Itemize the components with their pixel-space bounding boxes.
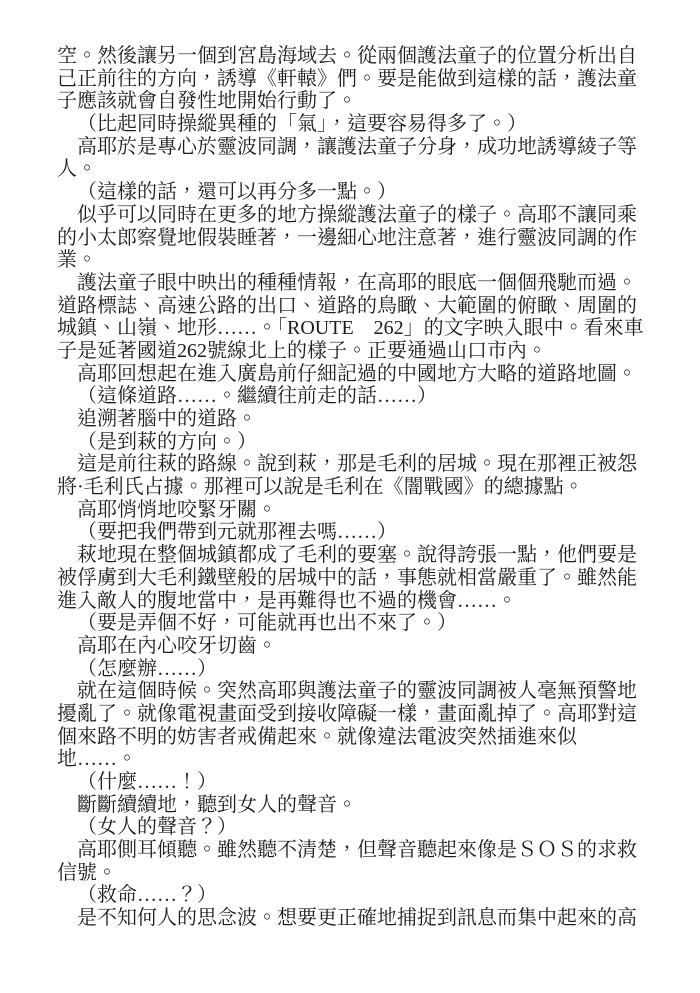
text-line: （女人的聲音？） (77, 816, 237, 839)
text-line: 就在這個時候。突然高耶與護法童子的靈波同調被人毫無預警地 (77, 680, 637, 703)
text-line: 的小太郎察覺地假裝睡著，一邊細心地注意著，進行靈波同調的作 (57, 226, 637, 249)
text-line: 萩地現在整個城鎮都成了毛利的要塞。說得誇張一點，他們要是 (77, 544, 637, 567)
text-line: 子是延著國道262號線北上的樣子。正要通過山口市內。 (57, 339, 547, 362)
text-line: 斷斷續續地，聽到女人的聲音。 (77, 793, 357, 816)
text-line: （是到萩的方向。） (77, 430, 257, 453)
text-line: 是不知何人的思念波。想要更正確地捕捉到訊息而集中起來的高 (77, 907, 637, 930)
text-line: （比起同時操縱異種的「氣」，這要容易得多了。） (77, 113, 527, 136)
text-line: 追溯著腦中的道路。 (77, 408, 257, 430)
text-block (57, 45, 657, 930)
text-line: （怎麼辦……） (77, 657, 217, 680)
text-line: （要把我們帶到元就那裡去嗎……） (77, 521, 397, 544)
text-line: 道路標誌、高速公路的出口、道路的鳥瞰、大範圍的俯瞰、周圍的 (57, 294, 637, 317)
text-line: 高耶在內心咬牙切齒。 (77, 634, 277, 657)
text-line: 己正前往的方向，誘導《軒轅》們。要是能做到這樣的話，護法童 (57, 67, 637, 90)
text-line: 被俘虜到大毛利鐵壁般的居城中的話，事態就相當嚴重了。雖然能 (57, 566, 637, 589)
text-line: 地……。 (57, 748, 137, 771)
text-line: 子應該就會自發性地開始行動了。 (57, 90, 357, 113)
text-line: 城鎮、山嶺、地形……。「ROUTE 262」的文字映入眼中。看來車 (57, 317, 644, 340)
text-line: 這是前往萩的路線。說到萩，那是毛利的居城。現在那裡正被怨 (77, 453, 637, 476)
text-line: 個來路不明的妨害者戒備起來。就像違法電波突然插進來似 (57, 725, 577, 748)
text-line: 高耶於是專心於靈波同調，讓護法童子分身，成功地誘導綾子等 (77, 135, 637, 158)
text-line: 業。 (57, 249, 97, 272)
text-line: 人。 (57, 158, 97, 181)
text-line: 護法童子眼中映出的種種情報，在高耶的眼底一個個飛馳而過。 (77, 271, 637, 294)
text-line: 空。然後讓另一個到宮島海域去。從兩個護法童子的位置分析出自 (57, 45, 637, 67)
text-line: 高耶側耳傾聽。雖然聽不清楚，但聲音聽起來像是ＳＯＳ的求救 (77, 839, 637, 862)
text-line: 高耶悄悄地咬緊牙關。 (77, 498, 277, 521)
text-line: 似乎可以同時在更多的地方操縱護法童子的樣子。高耶不讓同乘 (77, 203, 637, 226)
text-line: （救命……？） (77, 884, 217, 907)
text-line: 擾亂了。就像電視畫面受到接收障礙一樣，畫面亂掉了。高耶對這 (57, 702, 637, 725)
text-line: 高耶回想起在進入廣島前仔細記過的中國地方大略的道路地圖。 (77, 362, 637, 385)
text-line: 將·毛利氏占據。那裡可以說是毛利在《闇戰國》的總據點。 (57, 476, 584, 499)
text-line: 信號。 (57, 861, 117, 884)
text-line: （什麼……！） (77, 771, 217, 793)
text-line: （這條道路……。繼續往前走的話……） (77, 385, 437, 408)
text-line: （這樣的話，還可以再分多一點。） (77, 181, 397, 204)
text-line: （要是弄個不好，可能就再也出不來了。） (77, 612, 457, 635)
text-line: 進入敵人的腹地當中，是再難得也不過的機會……。 (57, 589, 517, 612)
